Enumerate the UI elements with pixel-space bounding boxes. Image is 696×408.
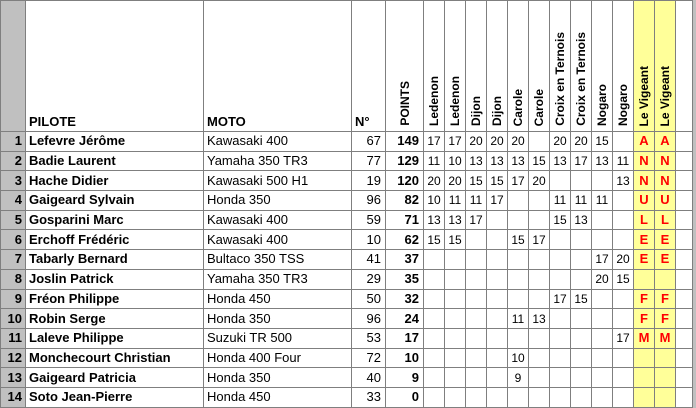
- cell-pilote[interactable]: Badie Laurent: [26, 151, 204, 171]
- cell-race[interactable]: [613, 309, 634, 329]
- cell-points[interactable]: 82: [386, 191, 424, 211]
- cell-race[interactable]: [466, 309, 487, 329]
- cell-race[interactable]: [445, 368, 466, 388]
- cell-race[interactable]: 17: [508, 171, 529, 191]
- cell-moto[interactable]: Yamaha 350 TR3: [204, 151, 352, 171]
- cell-race[interactable]: [613, 289, 634, 309]
- header-race-label: Ledenon: [427, 76, 441, 126]
- cell-race[interactable]: [487, 230, 508, 250]
- cell-race[interactable]: 15: [592, 132, 613, 152]
- cell-race[interactable]: [571, 171, 592, 191]
- cell-race[interactable]: [655, 368, 676, 388]
- cell-moto[interactable]: Honda 450: [204, 387, 352, 407]
- header-num[interactable]: N°: [352, 1, 386, 132]
- header-race-label: Ledenon: [448, 76, 462, 126]
- cell-race[interactable]: 13: [529, 309, 550, 329]
- cell-race[interactable]: 20: [592, 269, 613, 289]
- cell-race[interactable]: 11: [424, 151, 445, 171]
- cell-points[interactable]: 10: [386, 348, 424, 368]
- cell-race[interactable]: 20: [466, 132, 487, 152]
- cell-num[interactable]: 72: [352, 348, 386, 368]
- cell-pilote[interactable]: Hache Didier: [26, 171, 204, 191]
- cell-race[interactable]: [529, 191, 550, 211]
- cell-moto[interactable]: Honda 400 Four: [204, 348, 352, 368]
- header-race-label: Le Vigeant: [637, 65, 651, 126]
- cell-race[interactable]: 11: [613, 151, 634, 171]
- cell-num[interactable]: 41: [352, 250, 386, 270]
- row-number[interactable]: 2: [1, 151, 26, 171]
- cell-race[interactable]: 11: [445, 191, 466, 211]
- header-race-8[interactable]: [592, 1, 613, 132]
- cell-moto[interactable]: Kawasaki 400: [204, 132, 352, 152]
- cell-points[interactable]: 71: [386, 210, 424, 230]
- cell-race[interactable]: 17: [424, 132, 445, 152]
- table-row: [1, 269, 693, 289]
- cell-pilote[interactable]: Robin Serge: [26, 309, 204, 329]
- cell-num[interactable]: 96: [352, 191, 386, 211]
- cell-race[interactable]: 17: [487, 191, 508, 211]
- header-race-6[interactable]: [550, 1, 571, 132]
- cell-race[interactable]: 11: [466, 191, 487, 211]
- cell-race[interactable]: [445, 348, 466, 368]
- cell-race[interactable]: [592, 368, 613, 388]
- cell-race[interactable]: F: [634, 309, 655, 329]
- cell-points[interactable]: 24: [386, 309, 424, 329]
- cell-extra[interactable]: [676, 289, 693, 309]
- cell-race[interactable]: [529, 328, 550, 348]
- cell-pilote[interactable]: Fréon Philippe: [26, 289, 204, 309]
- cell-race[interactable]: [508, 387, 529, 407]
- cell-race[interactable]: [424, 289, 445, 309]
- cell-race[interactable]: [466, 269, 487, 289]
- table-row: [1, 348, 693, 368]
- cell-race[interactable]: [445, 250, 466, 270]
- cell-race[interactable]: [613, 210, 634, 230]
- cell-race[interactable]: 15: [550, 210, 571, 230]
- cell-race[interactable]: [634, 269, 655, 289]
- cell-num[interactable]: 67: [352, 132, 386, 152]
- cell-points[interactable]: 17: [386, 328, 424, 348]
- cell-race[interactable]: [571, 309, 592, 329]
- cell-pilote[interactable]: Tabarly Bernard: [26, 250, 204, 270]
- cell-race[interactable]: M: [655, 328, 676, 348]
- cell-race[interactable]: [529, 250, 550, 270]
- cell-race[interactable]: [508, 269, 529, 289]
- header-race-label: Dijon: [469, 96, 483, 126]
- header-race-label: Nogaro: [616, 84, 630, 126]
- cell-race[interactable]: 15: [445, 230, 466, 250]
- cell-points[interactable]: 62: [386, 230, 424, 250]
- cell-race[interactable]: E: [634, 230, 655, 250]
- cell-race[interactable]: [487, 387, 508, 407]
- cell-race[interactable]: 15: [529, 151, 550, 171]
- cell-pilote[interactable]: Gaigeard Sylvain: [26, 191, 204, 211]
- cell-moto[interactable]: Honda 350: [204, 309, 352, 329]
- table-row: [1, 289, 693, 309]
- cell-race[interactable]: 20: [508, 132, 529, 152]
- cell-race[interactable]: [655, 348, 676, 368]
- table-row: [1, 230, 693, 250]
- cell-moto[interactable]: Honda 350: [204, 368, 352, 388]
- cell-extra[interactable]: [676, 191, 693, 211]
- cell-race[interactable]: 13: [445, 210, 466, 230]
- table-row: [1, 309, 693, 329]
- cell-race[interactable]: 10: [424, 191, 445, 211]
- cell-race[interactable]: [445, 309, 466, 329]
- header-race-3[interactable]: [487, 1, 508, 132]
- cell-race[interactable]: 13: [613, 171, 634, 191]
- cell-race[interactable]: [487, 210, 508, 230]
- cell-race[interactable]: [508, 191, 529, 211]
- cell-num[interactable]: 40: [352, 368, 386, 388]
- cell-race[interactable]: [445, 328, 466, 348]
- header-points-label: POINTS: [397, 81, 412, 126]
- cell-race[interactable]: [529, 132, 550, 152]
- header-race-7[interactable]: [571, 1, 592, 132]
- cell-race[interactable]: [445, 387, 466, 407]
- cell-race[interactable]: [655, 269, 676, 289]
- cell-points[interactable]: 120: [386, 171, 424, 191]
- header-race-9[interactable]: [613, 1, 634, 132]
- header-race-label: Croix en Ternois: [574, 32, 588, 126]
- cell-race[interactable]: 17: [550, 289, 571, 309]
- cell-num[interactable]: 19: [352, 171, 386, 191]
- cell-race[interactable]: 9: [508, 368, 529, 388]
- cell-race[interactable]: [613, 191, 634, 211]
- table-row: [1, 151, 693, 171]
- cell-race[interactable]: 15: [424, 230, 445, 250]
- cell-race[interactable]: [466, 387, 487, 407]
- cell-race[interactable]: N: [634, 171, 655, 191]
- cell-race[interactable]: [466, 328, 487, 348]
- header-race-11[interactable]: [655, 1, 676, 132]
- cell-race[interactable]: E: [634, 250, 655, 270]
- cell-race[interactable]: [592, 210, 613, 230]
- cell-pilote[interactable]: Soto Jean-Pierre: [26, 387, 204, 407]
- cell-race[interactable]: 13: [487, 151, 508, 171]
- cell-race[interactable]: [487, 348, 508, 368]
- cell-num[interactable]: 77: [352, 151, 386, 171]
- cell-race[interactable]: [613, 230, 634, 250]
- cell-race[interactable]: [508, 250, 529, 270]
- cell-race[interactable]: [550, 368, 571, 388]
- cell-num[interactable]: 59: [352, 210, 386, 230]
- cell-race[interactable]: E: [655, 230, 676, 250]
- header-extra[interactable]: [676, 1, 693, 132]
- cell-moto[interactable]: Kawasaki 500 H1: [204, 171, 352, 191]
- cell-pilote[interactable]: Laleve Philippe: [26, 328, 204, 348]
- cell-race[interactable]: [571, 387, 592, 407]
- cell-race[interactable]: E: [655, 250, 676, 270]
- cell-race[interactable]: [445, 269, 466, 289]
- row-number[interactable]: 6: [1, 230, 26, 250]
- cell-race[interactable]: [613, 368, 634, 388]
- row-number[interactable]: 1: [1, 132, 26, 152]
- cell-race[interactable]: [487, 368, 508, 388]
- cell-pilote[interactable]: Lefevre Jérôme: [26, 132, 204, 152]
- cell-extra[interactable]: [676, 387, 693, 407]
- cell-race[interactable]: [424, 309, 445, 329]
- cell-race[interactable]: [424, 348, 445, 368]
- cell-moto[interactable]: Bultaco 350 TSS: [204, 250, 352, 270]
- cell-race[interactable]: [571, 250, 592, 270]
- cell-race[interactable]: [466, 348, 487, 368]
- cell-race[interactable]: [424, 250, 445, 270]
- cell-race[interactable]: [487, 269, 508, 289]
- row-number[interactable]: 5: [1, 210, 26, 230]
- cell-race[interactable]: [550, 328, 571, 348]
- cell-race[interactable]: 17: [613, 328, 634, 348]
- table-row: [1, 210, 693, 230]
- cell-race[interactable]: [655, 387, 676, 407]
- cell-num[interactable]: 53: [352, 328, 386, 348]
- cell-pilote[interactable]: Erchoff Frédéric: [26, 230, 204, 250]
- row-number[interactable]: 8: [1, 269, 26, 289]
- cell-race[interactable]: [487, 289, 508, 309]
- cell-race[interactable]: [508, 328, 529, 348]
- header-race-2[interactable]: [466, 1, 487, 132]
- cell-race[interactable]: [592, 289, 613, 309]
- header-race-label: Dijon: [490, 96, 504, 126]
- cell-race[interactable]: F: [655, 309, 676, 329]
- header-race-label: Nogaro: [595, 84, 609, 126]
- cell-race[interactable]: [487, 328, 508, 348]
- cell-extra[interactable]: [676, 132, 693, 152]
- cell-race[interactable]: M: [634, 328, 655, 348]
- cell-race[interactable]: [529, 269, 550, 289]
- cell-extra[interactable]: [676, 250, 693, 270]
- cell-race[interactable]: 17: [592, 250, 613, 270]
- table-row: [1, 328, 693, 348]
- cell-pilote[interactable]: Joslin Patrick: [26, 269, 204, 289]
- header-race-1[interactable]: [445, 1, 466, 132]
- cell-race[interactable]: [424, 269, 445, 289]
- row-number[interactable]: 11: [1, 328, 26, 348]
- cell-race[interactable]: [613, 387, 634, 407]
- cell-race[interactable]: 15: [466, 171, 487, 191]
- header-race-label: Carole: [511, 88, 525, 126]
- cell-race[interactable]: [424, 387, 445, 407]
- cell-race[interactable]: 15: [487, 171, 508, 191]
- cell-race[interactable]: N: [655, 171, 676, 191]
- cell-race[interactable]: 20: [613, 250, 634, 270]
- cell-race[interactable]: 17: [529, 230, 550, 250]
- cell-extra[interactable]: [676, 151, 693, 171]
- header-moto[interactable]: MOTO: [204, 1, 352, 132]
- cell-moto[interactable]: Honda 350: [204, 191, 352, 211]
- cell-race[interactable]: 20: [487, 132, 508, 152]
- cell-race[interactable]: 17: [571, 151, 592, 171]
- cell-moto[interactable]: Kawasaki 400: [204, 230, 352, 250]
- cell-race[interactable]: [529, 289, 550, 309]
- cell-race[interactable]: [592, 387, 613, 407]
- cell-extra[interactable]: [676, 368, 693, 388]
- cell-race[interactable]: [466, 368, 487, 388]
- cell-race[interactable]: 11: [550, 191, 571, 211]
- header-race-10[interactable]: [634, 1, 655, 132]
- cell-race[interactable]: 13: [424, 210, 445, 230]
- cell-race[interactable]: [466, 230, 487, 250]
- cell-race[interactable]: A: [655, 132, 676, 152]
- cell-extra[interactable]: [676, 230, 693, 250]
- cell-race[interactable]: 17: [466, 210, 487, 230]
- cell-race[interactable]: [634, 368, 655, 388]
- row-number[interactable]: 10: [1, 309, 26, 329]
- table-row: [1, 132, 693, 152]
- row-number[interactable]: 14: [1, 387, 26, 407]
- cell-race[interactable]: L: [634, 210, 655, 230]
- header-race-4[interactable]: [508, 1, 529, 132]
- cell-race[interactable]: [529, 368, 550, 388]
- cell-race[interactable]: [424, 328, 445, 348]
- header-race-5[interactable]: [529, 1, 550, 132]
- cell-race[interactable]: [508, 289, 529, 309]
- cell-num[interactable]: 10: [352, 230, 386, 250]
- cell-extra[interactable]: [676, 210, 693, 230]
- cell-points[interactable]: 149: [386, 132, 424, 152]
- cell-race[interactable]: [445, 289, 466, 309]
- cell-num[interactable]: 33: [352, 387, 386, 407]
- cell-race[interactable]: U: [634, 191, 655, 211]
- cell-pilote[interactable]: Monchecourt Christian: [26, 348, 204, 368]
- cell-race[interactable]: [466, 289, 487, 309]
- cell-pilote[interactable]: Gosparini Marc: [26, 210, 204, 230]
- cell-race[interactable]: 15: [508, 230, 529, 250]
- cell-race[interactable]: [634, 348, 655, 368]
- cell-extra[interactable]: [676, 171, 693, 191]
- cell-race[interactable]: [550, 269, 571, 289]
- cell-race[interactable]: [592, 230, 613, 250]
- cell-race[interactable]: 11: [508, 309, 529, 329]
- cell-race[interactable]: 20: [571, 132, 592, 152]
- cell-num[interactable]: 50: [352, 289, 386, 309]
- cell-race[interactable]: [508, 210, 529, 230]
- cell-race[interactable]: F: [634, 289, 655, 309]
- cell-race[interactable]: 15: [613, 269, 634, 289]
- cell-race[interactable]: 13: [592, 151, 613, 171]
- cell-moto[interactable]: Suzuki TR 500: [204, 328, 352, 348]
- table-row: [1, 171, 693, 191]
- header-race-label: Le Vigeant: [658, 65, 672, 126]
- header-race-0[interactable]: [424, 1, 445, 132]
- cell-race[interactable]: A: [634, 132, 655, 152]
- cell-extra[interactable]: [676, 309, 693, 329]
- cell-race[interactable]: [550, 348, 571, 368]
- cell-race[interactable]: [571, 269, 592, 289]
- cell-race[interactable]: N: [634, 151, 655, 171]
- cell-moto[interactable]: Honda 450: [204, 289, 352, 309]
- header-race-label: Croix en Ternois: [553, 32, 567, 126]
- cell-race[interactable]: [550, 230, 571, 250]
- header-pilote[interactable]: PILOTE: [26, 1, 204, 132]
- cell-race[interactable]: 11: [571, 191, 592, 211]
- table-row: [1, 250, 693, 270]
- cell-pilote[interactable]: Gaigeard Patricia: [26, 368, 204, 388]
- cell-race[interactable]: [550, 171, 571, 191]
- cell-race[interactable]: 13: [571, 210, 592, 230]
- cell-extra[interactable]: [676, 328, 693, 348]
- cell-race[interactable]: 17: [445, 132, 466, 152]
- row-number[interactable]: 12: [1, 348, 26, 368]
- header-race-label: Carole: [532, 88, 546, 126]
- cell-race[interactable]: [424, 368, 445, 388]
- cell-race[interactable]: 15: [571, 289, 592, 309]
- cell-points[interactable]: 0: [386, 387, 424, 407]
- row-number[interactable]: 3: [1, 171, 26, 191]
- cell-race[interactable]: [571, 230, 592, 250]
- cell-race[interactable]: [529, 210, 550, 230]
- row-number[interactable]: 9: [1, 289, 26, 309]
- cell-race[interactable]: [550, 387, 571, 407]
- cell-race[interactable]: [571, 368, 592, 388]
- cell-points[interactable]: 37: [386, 250, 424, 270]
- cell-race[interactable]: [613, 348, 634, 368]
- cell-race[interactable]: 10: [445, 151, 466, 171]
- cell-moto[interactable]: Yamaha 350 TR3: [204, 269, 352, 289]
- cell-points[interactable]: 35: [386, 269, 424, 289]
- table-row: [1, 368, 693, 388]
- cell-race[interactable]: [487, 309, 508, 329]
- row-number[interactable]: 13: [1, 368, 26, 388]
- cell-num[interactable]: 29: [352, 269, 386, 289]
- table-row: [1, 191, 693, 211]
- corner-cell[interactable]: [1, 1, 26, 132]
- cell-race[interactable]: U: [655, 191, 676, 211]
- cell-race[interactable]: [613, 132, 634, 152]
- cell-num[interactable]: 96: [352, 309, 386, 329]
- cell-race[interactable]: 20: [550, 132, 571, 152]
- cell-race[interactable]: 10: [508, 348, 529, 368]
- cell-race[interactable]: [592, 348, 613, 368]
- cell-race[interactable]: 13: [508, 151, 529, 171]
- cell-race[interactable]: [634, 387, 655, 407]
- cell-race[interactable]: [592, 328, 613, 348]
- cell-race[interactable]: 11: [592, 191, 613, 211]
- cell-race[interactable]: F: [655, 289, 676, 309]
- cell-race[interactable]: [529, 348, 550, 368]
- row-number[interactable]: 4: [1, 191, 26, 211]
- cell-race[interactable]: [529, 387, 550, 407]
- cell-race[interactable]: [571, 348, 592, 368]
- header-row: [1, 1, 693, 132]
- cell-points[interactable]: 9: [386, 368, 424, 388]
- cell-race[interactable]: 13: [466, 151, 487, 171]
- cell-points[interactable]: 32: [386, 289, 424, 309]
- cell-race[interactable]: [487, 250, 508, 270]
- cell-race[interactable]: 20: [424, 171, 445, 191]
- cell-moto[interactable]: Kawasaki 400: [204, 210, 352, 230]
- cell-race[interactable]: N: [655, 151, 676, 171]
- cell-race[interactable]: 20: [529, 171, 550, 191]
- header-points[interactable]: [386, 1, 424, 132]
- cell-race[interactable]: [550, 309, 571, 329]
- cell-points[interactable]: 129: [386, 151, 424, 171]
- cell-race[interactable]: [592, 171, 613, 191]
- table-row: [1, 387, 693, 407]
- cell-race[interactable]: [571, 328, 592, 348]
- cell-race[interactable]: 20: [445, 171, 466, 191]
- row-number[interactable]: 7: [1, 250, 26, 270]
- cell-race[interactable]: [592, 309, 613, 329]
- cell-race[interactable]: [466, 250, 487, 270]
- cell-extra[interactable]: [676, 348, 693, 368]
- cell-race[interactable]: L: [655, 210, 676, 230]
- cell-race[interactable]: 13: [550, 151, 571, 171]
- cell-extra[interactable]: [676, 269, 693, 289]
- cell-race[interactable]: [550, 250, 571, 270]
